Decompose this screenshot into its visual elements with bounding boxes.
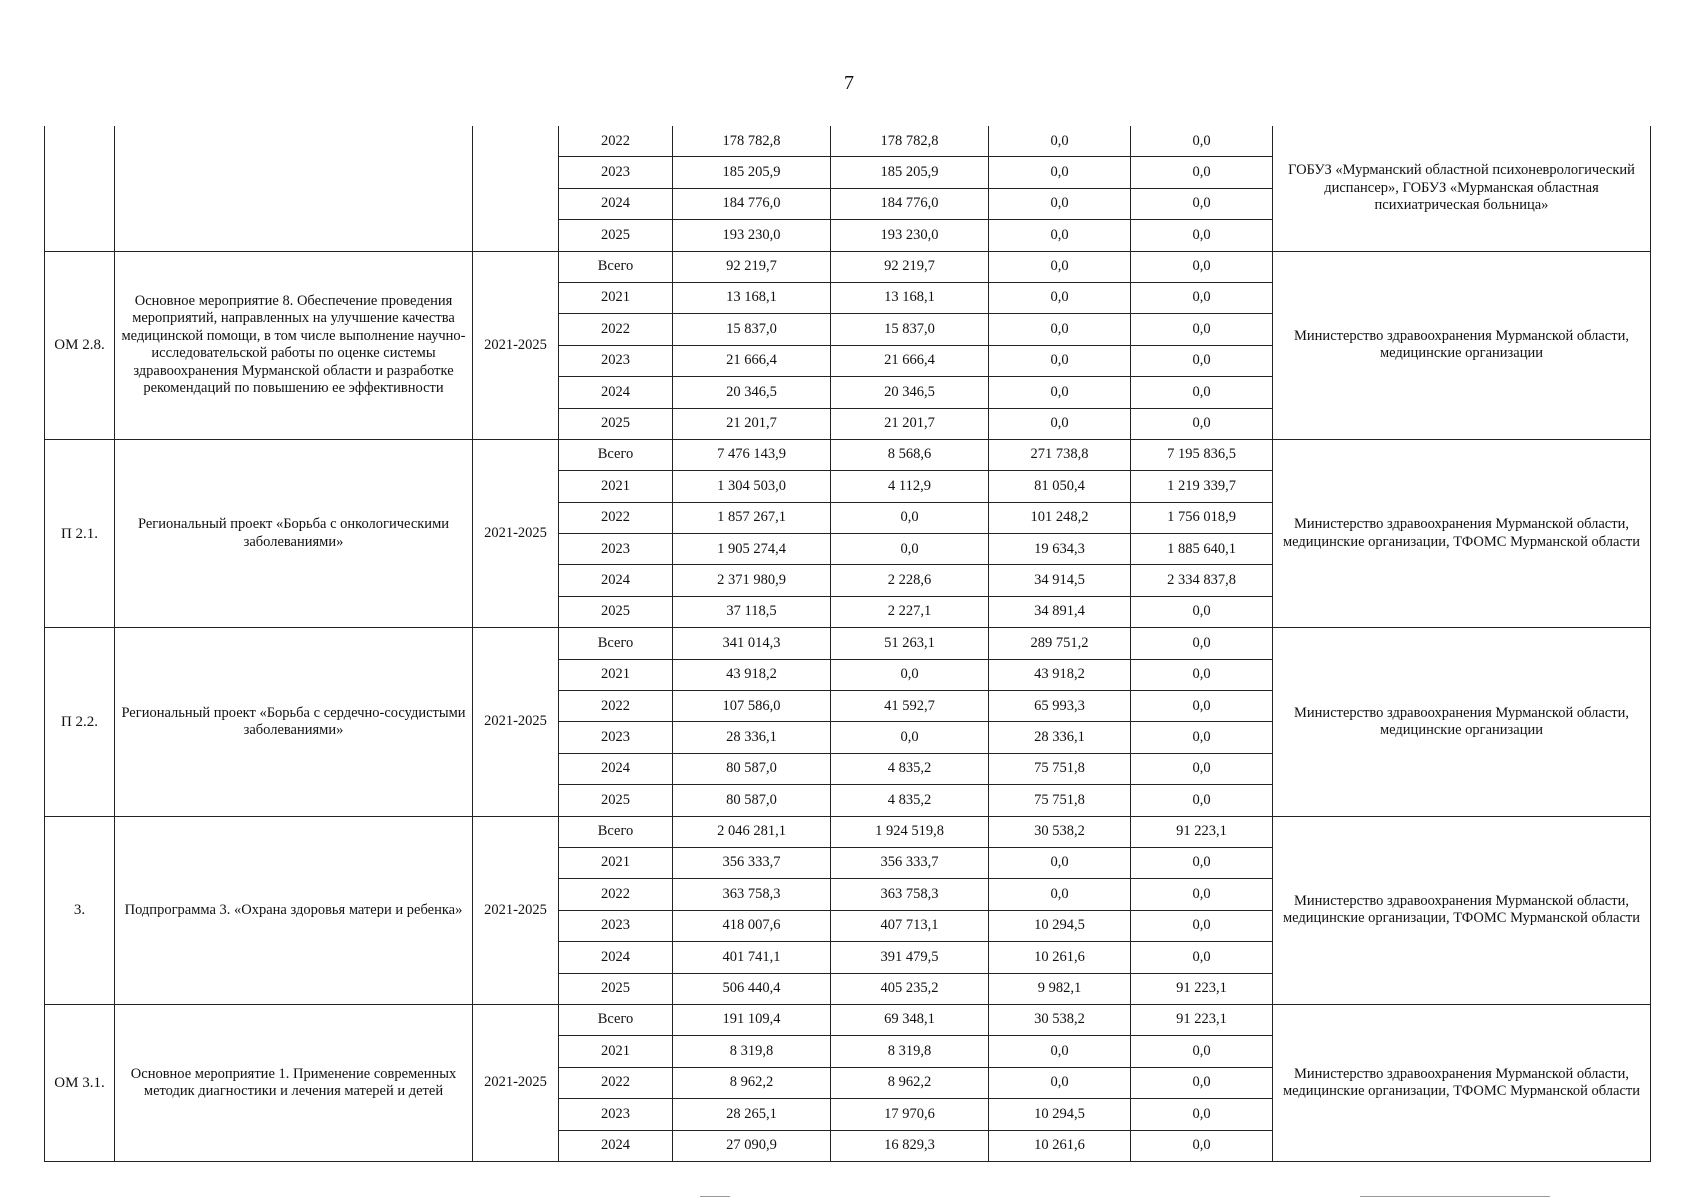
cell-other: 0,0 [1131,345,1273,376]
cell-total: 185 205,9 [673,157,831,188]
cell-year: 2021 [559,471,673,502]
cell-other: 0,0 [1131,691,1273,722]
cell-name: Подпрограмма 3. «Охрана здоровья матери и ребенка» [115,816,473,1004]
table-row [45,439,1651,470]
cell-federal: 0,0 [989,282,1131,313]
cell-name: Основное мероприятие 1. Применение современных методик диагностики и лечения матерей и детей [115,1004,473,1161]
cell-name: Региональный проект «Борьба с сердечно-сосудистыми заболеваниями» [115,628,473,816]
table-row [45,1004,1651,1035]
cell-executor: Министерство здравоохранения Мурманской области, медицинские организации [1273,628,1651,816]
cell-year: 2023 [559,534,673,565]
cell-total: 15 837,0 [673,314,831,345]
cell-other: 0,0 [1131,220,1273,251]
cell-regional: 51 263,1 [831,628,989,659]
cell-federal: 19 634,3 [989,534,1131,565]
cell-period: 2021-2025 [473,816,559,1004]
cell-regional: 363 758,3 [831,879,989,910]
cell-regional: 185 205,9 [831,157,989,188]
cell-total: 418 007,6 [673,910,831,941]
cell-federal: 0,0 [989,408,1131,439]
cell-year: 2021 [559,847,673,878]
cell-year: 2022 [559,1067,673,1098]
cell-regional: 20 346,5 [831,377,989,408]
cell-name: Региональный проект «Борьба с онкологическими заболеваниями» [115,439,473,627]
cell-year: 2024 [559,753,673,784]
cell-other: 0,0 [1131,126,1273,157]
cell-federal: 0,0 [989,314,1131,345]
cell-federal: 81 050,4 [989,471,1131,502]
cell-federal: 75 751,8 [989,753,1131,784]
cell-federal: 0,0 [989,345,1131,376]
cell-year: Всего [559,251,673,282]
cell-federal: 101 248,2 [989,502,1131,533]
cell-period: 2021-2025 [473,251,559,439]
cell-total: 21 666,4 [673,345,831,376]
cell-regional: 356 333,7 [831,847,989,878]
cell-other: 0,0 [1131,282,1273,313]
cell-federal: 0,0 [989,1067,1131,1098]
cell-other: 0,0 [1131,188,1273,219]
cell-total: 363 758,3 [673,879,831,910]
cell-total: 28 265,1 [673,1099,831,1130]
cell-other: 0,0 [1131,251,1273,282]
table-row [45,628,1651,659]
cell-code-empty [45,126,115,251]
table-row [45,126,1651,157]
cell-total: 1 304 503,0 [673,471,831,502]
cell-regional: 21 201,7 [831,408,989,439]
cell-federal: 34 914,5 [989,565,1131,596]
cell-year: 2023 [559,910,673,941]
cell-federal: 0,0 [989,157,1131,188]
cell-executor: ГОБУЗ «Мурманский областной психоневрологический диспансер», ГОБУЗ «Мурманская областная психиатрическая больница» [1273,126,1651,251]
cell-code: П 2.2. [45,628,115,816]
table-row [45,251,1651,282]
cell-regional: 0,0 [831,502,989,533]
cell-federal: 65 993,3 [989,691,1131,722]
cell-federal: 0,0 [989,126,1131,157]
cell-other: 91 223,1 [1131,973,1273,1004]
cell-total: 20 346,5 [673,377,831,408]
cell-executor: Министерство здравоохранения Мурманской области, медицинские организации, ТФОМС Мурманской области [1273,439,1651,627]
cell-period: 2021-2025 [473,1004,559,1161]
cell-year: 2024 [559,1130,673,1161]
cell-year: 2023 [559,722,673,753]
cell-year: Всего [559,628,673,659]
cell-total: 37 118,5 [673,596,831,627]
cell-code: ОМ 2.8. [45,251,115,439]
cell-regional: 4 835,2 [831,785,989,816]
cell-regional: 184 776,0 [831,188,989,219]
cell-total: 80 587,0 [673,753,831,784]
cell-regional: 15 837,0 [831,314,989,345]
cell-regional: 0,0 [831,534,989,565]
cell-regional: 391 479,5 [831,942,989,973]
cell-regional: 1 924 519,8 [831,816,989,847]
cell-year: 2022 [559,502,673,533]
cell-other: 0,0 [1131,314,1273,345]
cell-other: 0,0 [1131,753,1273,784]
cell-federal: 289 751,2 [989,628,1131,659]
cell-other: 7 195 836,5 [1131,439,1273,470]
cell-year: 2023 [559,345,673,376]
cell-regional: 8 962,2 [831,1067,989,1098]
cell-year: 2022 [559,314,673,345]
cell-total: 2 046 281,1 [673,816,831,847]
cell-total: 506 440,4 [673,973,831,1004]
cell-total: 21 201,7 [673,408,831,439]
cell-year: 2021 [559,282,673,313]
cell-other: 0,0 [1131,847,1273,878]
cell-federal: 0,0 [989,847,1131,878]
cell-other: 2 334 837,8 [1131,565,1273,596]
cell-total: 28 336,1 [673,722,831,753]
cell-year: 2025 [559,596,673,627]
cell-year: Всего [559,1004,673,1035]
cell-year: Всего [559,439,673,470]
cell-year: 2024 [559,188,673,219]
cell-total: 107 586,0 [673,691,831,722]
cell-other: 0,0 [1131,942,1273,973]
cell-federal: 30 538,2 [989,816,1131,847]
cell-regional: 2 228,6 [831,565,989,596]
cell-other: 0,0 [1131,1130,1273,1161]
cell-regional: 405 235,2 [831,973,989,1004]
cell-total: 1 905 274,4 [673,534,831,565]
cell-federal: 10 294,5 [989,910,1131,941]
cell-federal: 0,0 [989,251,1131,282]
scan-edge-mark [1360,1196,1550,1197]
cell-regional: 92 219,7 [831,251,989,282]
cell-federal: 75 751,8 [989,785,1131,816]
cell-total: 191 109,4 [673,1004,831,1035]
cell-executor: Министерство здравоохранения Мурманской области, медицинские организации [1273,251,1651,439]
cell-total: 341 014,3 [673,628,831,659]
cell-regional: 16 829,3 [831,1130,989,1161]
cell-total: 193 230,0 [673,220,831,251]
cell-regional: 4 112,9 [831,471,989,502]
cell-year: Всего [559,816,673,847]
cell-regional: 17 970,6 [831,1099,989,1130]
cell-federal: 0,0 [989,1036,1131,1067]
cell-other: 91 223,1 [1131,816,1273,847]
cell-total: 43 918,2 [673,659,831,690]
cell-total: 184 776,0 [673,188,831,219]
cell-total: 401 741,1 [673,942,831,973]
cell-federal: 34 891,4 [989,596,1131,627]
cell-regional: 0,0 [831,659,989,690]
cell-other: 0,0 [1131,1099,1273,1130]
cell-code: П 2.1. [45,439,115,627]
cell-other: 0,0 [1131,628,1273,659]
cell-total: 92 219,7 [673,251,831,282]
cell-regional: 193 230,0 [831,220,989,251]
cell-other: 0,0 [1131,785,1273,816]
cell-year: 2021 [559,1036,673,1067]
cell-year: 2022 [559,126,673,157]
cell-other: 91 223,1 [1131,1004,1273,1035]
table-row [45,816,1651,847]
cell-year: 2025 [559,973,673,1004]
scan-edge-mark [700,1196,730,1197]
cell-code: 3. [45,816,115,1004]
cell-regional: 407 713,1 [831,910,989,941]
cell-federal: 43 918,2 [989,659,1131,690]
cell-regional: 8 568,6 [831,439,989,470]
cell-other: 0,0 [1131,910,1273,941]
page-number: 7 [844,72,854,94]
cell-regional: 178 782,8 [831,126,989,157]
program-funding-table [44,126,1651,1162]
cell-year: 2025 [559,220,673,251]
cell-total: 356 333,7 [673,847,831,878]
cell-federal: 10 261,6 [989,942,1131,973]
cell-total: 1 857 267,1 [673,502,831,533]
cell-regional: 2 227,1 [831,596,989,627]
cell-other: 1 756 018,9 [1131,502,1273,533]
cell-other: 1 219 339,7 [1131,471,1273,502]
cell-other: 0,0 [1131,1036,1273,1067]
cell-year: 2024 [559,942,673,973]
cell-other: 0,0 [1131,879,1273,910]
cell-total: 27 090,9 [673,1130,831,1161]
cell-regional: 69 348,1 [831,1004,989,1035]
cell-regional: 0,0 [831,722,989,753]
cell-code: ОМ 3.1. [45,1004,115,1161]
cell-regional: 4 835,2 [831,753,989,784]
cell-regional: 13 168,1 [831,282,989,313]
cell-year: 2025 [559,785,673,816]
cell-period-empty [473,126,559,251]
cell-federal: 10 261,6 [989,1130,1131,1161]
table-body [45,126,1651,1161]
cell-other: 0,0 [1131,722,1273,753]
cell-executor: Министерство здравоохранения Мурманской области, медицинские организации, ТФОМС Мурманской области [1273,816,1651,1004]
cell-federal: 30 538,2 [989,1004,1131,1035]
cell-other: 0,0 [1131,157,1273,188]
cell-federal: 10 294,5 [989,1099,1131,1130]
cell-name-empty [115,126,473,251]
cell-other: 0,0 [1131,596,1273,627]
cell-federal: 0,0 [989,220,1131,251]
cell-total: 80 587,0 [673,785,831,816]
cell-year: 2022 [559,879,673,910]
cell-federal: 271 738,8 [989,439,1131,470]
cell-regional: 8 319,8 [831,1036,989,1067]
cell-total: 13 168,1 [673,282,831,313]
cell-year: 2023 [559,157,673,188]
cell-other: 1 885 640,1 [1131,534,1273,565]
cell-federal: 0,0 [989,188,1131,219]
cell-total: 8 319,8 [673,1036,831,1067]
cell-total: 178 782,8 [673,126,831,157]
cell-federal: 0,0 [989,377,1131,408]
cell-period: 2021-2025 [473,439,559,627]
cell-executor: Министерство здравоохранения Мурманской области, медицинские организации, ТФОМС Мурманской области [1273,1004,1651,1161]
cell-other: 0,0 [1131,659,1273,690]
cell-total: 2 371 980,9 [673,565,831,596]
cell-regional: 21 666,4 [831,345,989,376]
cell-regional: 41 592,7 [831,691,989,722]
cell-federal: 0,0 [989,879,1131,910]
cell-year: 2021 [559,659,673,690]
cell-other: 0,0 [1131,1067,1273,1098]
cell-year: 2022 [559,691,673,722]
cell-other: 0,0 [1131,408,1273,439]
cell-year: 2024 [559,377,673,408]
cell-total: 8 962,2 [673,1067,831,1098]
cell-other: 0,0 [1131,377,1273,408]
cell-federal: 28 336,1 [989,722,1131,753]
cell-total: 7 476 143,9 [673,439,831,470]
cell-year: 2024 [559,565,673,596]
cell-year: 2023 [559,1099,673,1130]
cell-year: 2025 [559,408,673,439]
cell-period: 2021-2025 [473,628,559,816]
cell-name: Основное мероприятие 8. Обеспечение проведения мероприятий, направленных на улучшение качества медицинской помощи, в том числе выполнение научно-исследовательской работы по оценке системы здравоохранения Мурманской области и разработке рекомендаций по повышению ее эффективности [115,251,473,439]
cell-federal: 9 982,1 [989,973,1131,1004]
